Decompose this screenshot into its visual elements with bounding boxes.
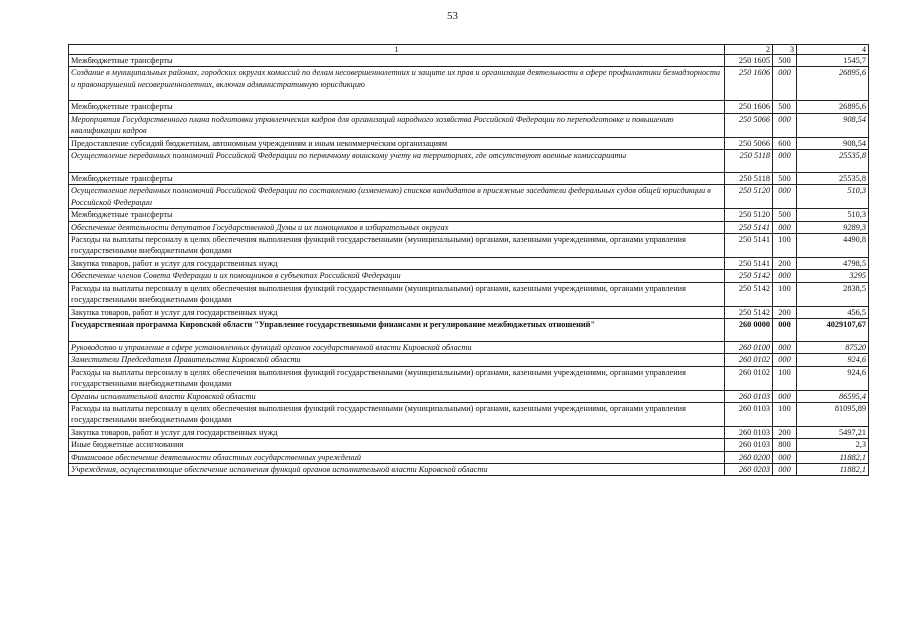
cell-type: 000 [773,390,797,402]
table-row [69,101,869,113]
table-row [69,366,869,390]
cell-name: Осуществление переданных полномочий Российской Федерации по первичному воинскому учету на территориях, где отсутствуют военные комиссариаты [69,150,725,173]
budget-table [68,44,869,476]
cell-type: 000 [773,463,797,475]
table-row [69,257,869,269]
cell-code: 260 0203 [725,463,773,475]
cell-type: 000 [773,270,797,282]
cell-sum: 25535,8 [797,150,869,173]
cell-sum: 4029107,67 [797,318,869,341]
cell-type: 000 [773,341,797,353]
cell-code: 250 5066 [725,137,773,149]
cell-sum: 3295 [797,270,869,282]
table-row [69,234,869,258]
cell-name: Иные бюджетные ассигнования [69,439,725,451]
cell-name: Расходы на выплаты персоналу в целях обеспечения выполнения функций государственными (муниципальными) органами, казенными учреждениями, органами управления государственными внебюджетными фондами [69,234,725,258]
cell-name: Финансовое обеспечение деятельности областных государственных учреждений [69,451,725,463]
cell-name: Заместители Председателя Правительства Кировской области [69,354,725,366]
column-header-type: 3 [773,45,797,55]
cell-code: 260 0103 [725,390,773,402]
cell-name: Закупка товаров, работ и услуг для государственных нужд [69,426,725,438]
cell-type: 100 [773,282,797,306]
cell-code: 250 5141 [725,257,773,269]
cell-sum: 11882,1 [797,451,869,463]
cell-sum: 510,3 [797,185,869,209]
cell-sum: 81095,89 [797,402,869,426]
cell-type: 000 [773,150,797,173]
cell-type: 000 [773,221,797,233]
table-row [69,173,869,185]
cell-type: 000 [773,67,797,101]
cell-code: 260 0000 [725,318,773,341]
cell-name: Учреждения, осуществляющие обеспечение исполнения функций органов исполнительной власти Кировской области [69,463,725,475]
cell-sum: 2838,5 [797,282,869,306]
table-row [69,150,869,173]
table-row [69,439,869,451]
cell-sum: 87520 [797,341,869,353]
table-row [69,451,869,463]
cell-code: 260 0103 [725,439,773,451]
table-row [69,426,869,438]
table-row [69,463,869,475]
column-header-code: 2 [725,45,773,55]
cell-name: Руководство и управление в сфере установленных функций органов государственной власти Кировской области [69,341,725,353]
table-row [69,306,869,318]
cell-code: 260 0103 [725,402,773,426]
cell-name: Закупка товаров, работ и услуг для государственных нужд [69,306,725,318]
cell-type: 200 [773,257,797,269]
page-number: 53 [447,10,458,22]
table-row [69,137,869,149]
cell-sum: 4490,8 [797,234,869,258]
cell-type: 500 [773,55,797,67]
cell-name: Расходы на выплаты персоналу в целях обеспечения выполнения функций государственными (муниципальными) органами, казенными учреждениями, органами управления государственными внебюджетными фондами [69,282,725,306]
cell-code: 260 0102 [725,366,773,390]
cell-type: 500 [773,173,797,185]
cell-sum: 26895,6 [797,101,869,113]
table-row [69,67,869,101]
cell-sum: 924,6 [797,354,869,366]
cell-name: Государственная программа Кировской области "Управление государственными финансами и регулирование межбюджетных отношений" [69,318,725,341]
cell-name: Межбюджетные трансферты [69,173,725,185]
table-row [69,282,869,306]
cell-type: 000 [773,354,797,366]
cell-code: 260 0102 [725,354,773,366]
cell-name: Органы исполнительной власти Кировской области [69,390,725,402]
cell-type: 100 [773,366,797,390]
cell-code: 250 1606 [725,101,773,113]
cell-sum: 9289,3 [797,221,869,233]
cell-code: 250 1605 [725,55,773,67]
cell-name: Создание в муниципальных районах, городских округах комиссий по делам несовершеннолетних и защите их прав и организация деятельности в сфере профилактики безнадзорности и правонарушений несовершеннолетних, включая административную юрисдикцию [69,67,725,101]
cell-sum: 11882,1 [797,463,869,475]
table-row [69,402,869,426]
cell-code: 250 5142 [725,270,773,282]
table-row [69,318,869,341]
cell-code: 250 5120 [725,209,773,221]
cell-type: 600 [773,137,797,149]
cell-code: 250 5142 [725,306,773,318]
cell-name: Обеспечение членов Совета Федерации и их помощников в субъектах Российской Федерации [69,270,725,282]
cell-type: 000 [773,185,797,209]
cell-code: 250 5066 [725,113,773,137]
cell-type: 000 [773,113,797,137]
cell-type: 800 [773,439,797,451]
table-row [69,185,869,209]
table-row [69,354,869,366]
cell-type: 500 [773,209,797,221]
cell-code: 260 0100 [725,341,773,353]
table-body [69,55,869,476]
cell-name: Осуществление переданных полномочий Российской Федерации по составлению (изменению) списков кандидатов в присяжные заседатели федеральных судов общей юрисдикции в Российской Федерации [69,185,725,209]
cell-sum: 26895,6 [797,67,869,101]
table-row [69,209,869,221]
cell-code: 250 5142 [725,282,773,306]
cell-sum: 4798,5 [797,257,869,269]
column-header-sum: 4 [797,45,869,55]
table-row [69,390,869,402]
cell-sum: 2,3 [797,439,869,451]
column-header-name: 1 [69,45,725,55]
table-row [69,270,869,282]
cell-sum: 908,54 [797,137,869,149]
cell-sum: 924,6 [797,366,869,390]
cell-name: Расходы на выплаты персоналу в целях обеспечения выполнения функций государственными (муниципальными) органами, казенными учреждениями, органами управления государственными внебюджетными фондами [69,402,725,426]
cell-code: 250 5141 [725,234,773,258]
cell-name: Межбюджетные трансферты [69,209,725,221]
table-row [69,341,869,353]
cell-type: 000 [773,318,797,341]
cell-type: 500 [773,101,797,113]
cell-sum: 86595,4 [797,390,869,402]
cell-sum: 908,54 [797,113,869,137]
cell-name: Межбюджетные трансферты [69,101,725,113]
table-row [69,113,869,137]
table-row [69,55,869,67]
cell-type: 000 [773,451,797,463]
cell-code: 250 5118 [725,173,773,185]
cell-sum: 456,5 [797,306,869,318]
cell-code: 250 5120 [725,185,773,209]
cell-type: 200 [773,426,797,438]
cell-name: Обеспечение деятельности депутатов Государственной Думы и их помощников в избирательных округах [69,221,725,233]
cell-sum: 1545,7 [797,55,869,67]
cell-name: Межбюджетные трансферты [69,55,725,67]
cell-type: 100 [773,402,797,426]
cell-code: 260 0200 [725,451,773,463]
cell-sum: 25535,8 [797,173,869,185]
cell-code: 250 5118 [725,150,773,173]
table-row [69,221,869,233]
cell-name: Закупка товаров, работ и услуг для государственных нужд [69,257,725,269]
cell-name: Предоставление субсидий бюджетным, автономным учреждениям и иным некоммерческим организациям [69,137,725,149]
cell-name: Мероприятия Государственного плана подготовки управленческих кадров для организаций народного хозяйства Российской Федерации по переподготовке и повышению квалификации кадров [69,113,725,137]
cell-code: 250 1606 [725,67,773,101]
cell-sum: 510,3 [797,209,869,221]
cell-name: Расходы на выплаты персоналу в целях обеспечения выполнения функций государственными (муниципальными) органами, казенными учреждениями, органами управления государственными внебюджетными фондами [69,366,725,390]
cell-sum: 5497,21 [797,426,869,438]
cell-code: 260 0103 [725,426,773,438]
table-header-row [69,45,869,55]
cell-code: 250 5141 [725,221,773,233]
cell-type: 200 [773,306,797,318]
cell-type: 100 [773,234,797,258]
